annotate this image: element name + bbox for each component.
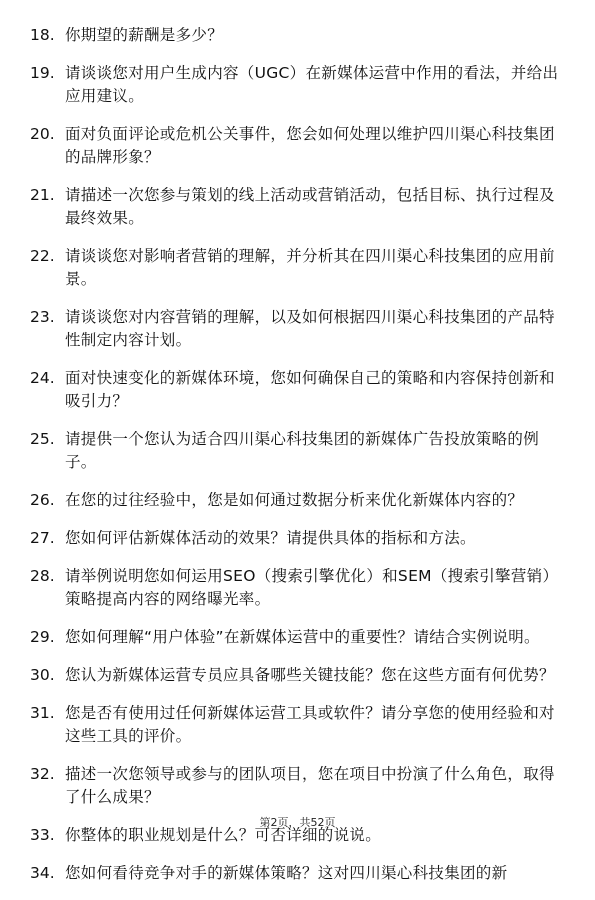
question-text: 面对快速变化的新媒体环境，您如何确保自己的策略和内容保持创新和吸引力？ xyxy=(65,369,555,410)
question-item xyxy=(30,306,560,352)
question-item xyxy=(30,123,560,169)
question-item xyxy=(30,626,560,649)
question-number: 18. xyxy=(30,26,55,44)
question-number: 26. xyxy=(30,491,55,509)
question-item xyxy=(30,184,560,230)
question-text: 你整体的职业规划是什么？可否详细的说说。 xyxy=(65,826,382,844)
question-text: 请描述一次您参与策划的线上活动或营销活动，包括目标、执行过程及最终效果。 xyxy=(65,186,555,227)
question-text: 你期望的薪酬是多少？ xyxy=(65,26,224,44)
question-list xyxy=(30,24,560,900)
question-item xyxy=(30,367,560,413)
question-text: 描述一次您领导或参与的团队项目，您在项目中扮演了什么角色，取得了什么成果？ xyxy=(65,765,555,806)
page-footer xyxy=(0,814,595,830)
question-text: 请举例说明您如何运用SEO（搜索引擎优化）和SEM（搜索引擎营销）策略提高内容的网络曝光率。 xyxy=(65,567,559,608)
question-text: 请谈谈您对内容营销的理解，以及如何根据四川渠心科技集团的产品特性制定内容计划。 xyxy=(65,308,555,349)
question-item xyxy=(30,245,560,291)
question-item xyxy=(30,664,560,687)
question-number: 27. xyxy=(30,529,55,547)
question-text: 请谈谈您对用户生成内容（UGC）在新媒体运营中作用的看法，并给出应用建议。 xyxy=(65,64,559,105)
question-text: 在您的过往经验中，您是如何通过数据分析来优化新媒体内容的？ xyxy=(65,491,524,509)
question-number: 20. xyxy=(30,125,55,143)
question-number: 24. xyxy=(30,369,55,387)
question-text: 请提供一个您认为适合四川渠心科技集团的新媒体广告投放策略的例子。 xyxy=(65,430,540,471)
question-text: 您如何评估新媒体活动的效果？请提供具体的指标和方法。 xyxy=(65,529,476,547)
page-number-label: 第2页，共52页 xyxy=(259,816,336,829)
question-item xyxy=(30,24,560,47)
question-text: 您认为新媒体运营专员应具备哪些关键技能？您在这些方面有何优势？ xyxy=(65,666,555,684)
question-text: 您如何理解“用户体验”在新媒体运营中的重要性？请结合实例说明。 xyxy=(65,628,540,646)
question-item xyxy=(30,565,560,611)
question-item xyxy=(30,702,560,748)
question-item xyxy=(30,62,560,108)
question-text: 您如何看待竞争对手的新媒体策略？这对四川渠心科技集团的新 xyxy=(65,864,508,882)
question-text: 面对负面评论或危机公关事件，您会如何处理以维护四川渠心科技集团的品牌形象？ xyxy=(65,125,555,166)
question-number: 34. xyxy=(30,864,55,882)
question-number: 32. xyxy=(30,765,55,783)
question-number: 25. xyxy=(30,430,55,448)
question-item xyxy=(30,428,560,474)
question-number: 29. xyxy=(30,628,55,646)
question-item xyxy=(30,862,560,885)
question-number: 22. xyxy=(30,247,55,265)
question-item xyxy=(30,489,560,512)
question-number: 19. xyxy=(30,64,55,82)
question-number: 31. xyxy=(30,704,55,722)
question-text: 请谈谈您对影响者营销的理解，并分析其在四川渠心科技集团的应用前景。 xyxy=(65,247,555,288)
question-item xyxy=(30,763,560,809)
question-text: 您是否有使用过任何新媒体运营工具或软件？请分享您的使用经验和对这些工具的评价。 xyxy=(65,704,555,745)
question-number: 28. xyxy=(30,567,55,585)
question-number: 33. xyxy=(30,826,55,844)
question-number: 21. xyxy=(30,186,55,204)
question-number: 30. xyxy=(30,666,55,684)
question-number: 23. xyxy=(30,308,55,326)
question-item xyxy=(30,527,560,550)
